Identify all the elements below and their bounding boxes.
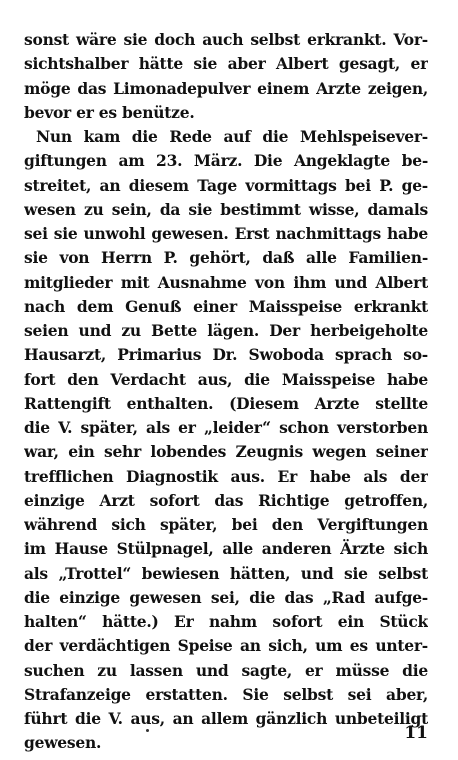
text-line: während sich später, bei den Vergiftungen	[24, 515, 428, 534]
text-line: der verdächtigen Speise an sich, um es unter-	[24, 636, 428, 656]
text-line: führt die V. aus, an allem gänzlich unbeteiligt	[24, 709, 428, 728]
page-number: 11	[404, 723, 428, 743]
text-line: trefflichen Diagnostik aus. Er habe als der	[24, 466, 428, 486]
text-line: einzige Arzt sofort das Richtige getroffen,	[24, 490, 428, 510]
text-line: Hausarzt, Primarius Dr. Swoboda sprach so-	[24, 345, 428, 365]
text-line: streitet, an diesem Tage vormittags bei P. ge-	[24, 175, 428, 195]
text-line: halten“ hätte.) Er nahm sofort ein Stück	[24, 612, 428, 631]
paragraph	[24, 28, 428, 125]
text-line: fort den Verdacht aus, die Maisspeise habe	[24, 369, 428, 389]
text-line: sichtshalber hätte sie aber Albert gesagt, er	[24, 54, 428, 74]
text-line: wesen zu sein, da sie bestimmt wisse, damals	[24, 199, 428, 219]
text-line: sonst wäre sie doch auch selbst erkrankt. Vor-	[24, 30, 428, 49]
text-line: möge das Limonadepulver einem Arzte zeigen,	[24, 78, 428, 98]
text-line: die V. später, als er „leider“ schon verstorben	[24, 418, 428, 437]
text-line: als „Trottel“ bewiesen hätten, und sie selbst	[24, 563, 428, 583]
text-line: Strafanzeige erstatten. Sie selbst sei aber,	[24, 684, 428, 704]
text-line: suchen zu lassen und sagte, er müsse die	[24, 660, 428, 680]
text-line: bevor er es benütze.	[24, 102, 195, 122]
text-line: mitglieder mit Ausnahme von ihm und Albert	[24, 272, 428, 292]
text-line: die einzige gewesen sei, die das „Rad aufge-	[24, 587, 428, 607]
text-line: Rattengift enthalten. (Diesem Arzte stellte	[24, 393, 428, 413]
text-line: sie von Herrn P. gehört, daß alle Familien-	[24, 248, 428, 268]
text-line: nach dem Genuß einer Maisspeise erkrankt	[24, 296, 428, 316]
text-line: seien und zu Bette lägen. Der herbeigeholte	[24, 321, 428, 340]
text-line: sei sie unwohl gewesen. Erst nachmittags habe	[24, 224, 428, 243]
paragraph	[24, 125, 428, 756]
text-line: im Hause Stülpnagel, alle anderen Ärzte sich	[24, 539, 428, 559]
text-line: giftungen am 23. März. Die Angeklagte be-	[24, 151, 428, 171]
text-line: gewesen.	[24, 733, 102, 753]
print-speck	[146, 729, 149, 732]
text-line: war, ein sehr lobendes Zeugnis wegen seiner	[24, 442, 428, 462]
text-line: Nun kam die Rede auf die Mehlspeisever-	[36, 127, 428, 146]
body-text	[24, 28, 428, 756]
